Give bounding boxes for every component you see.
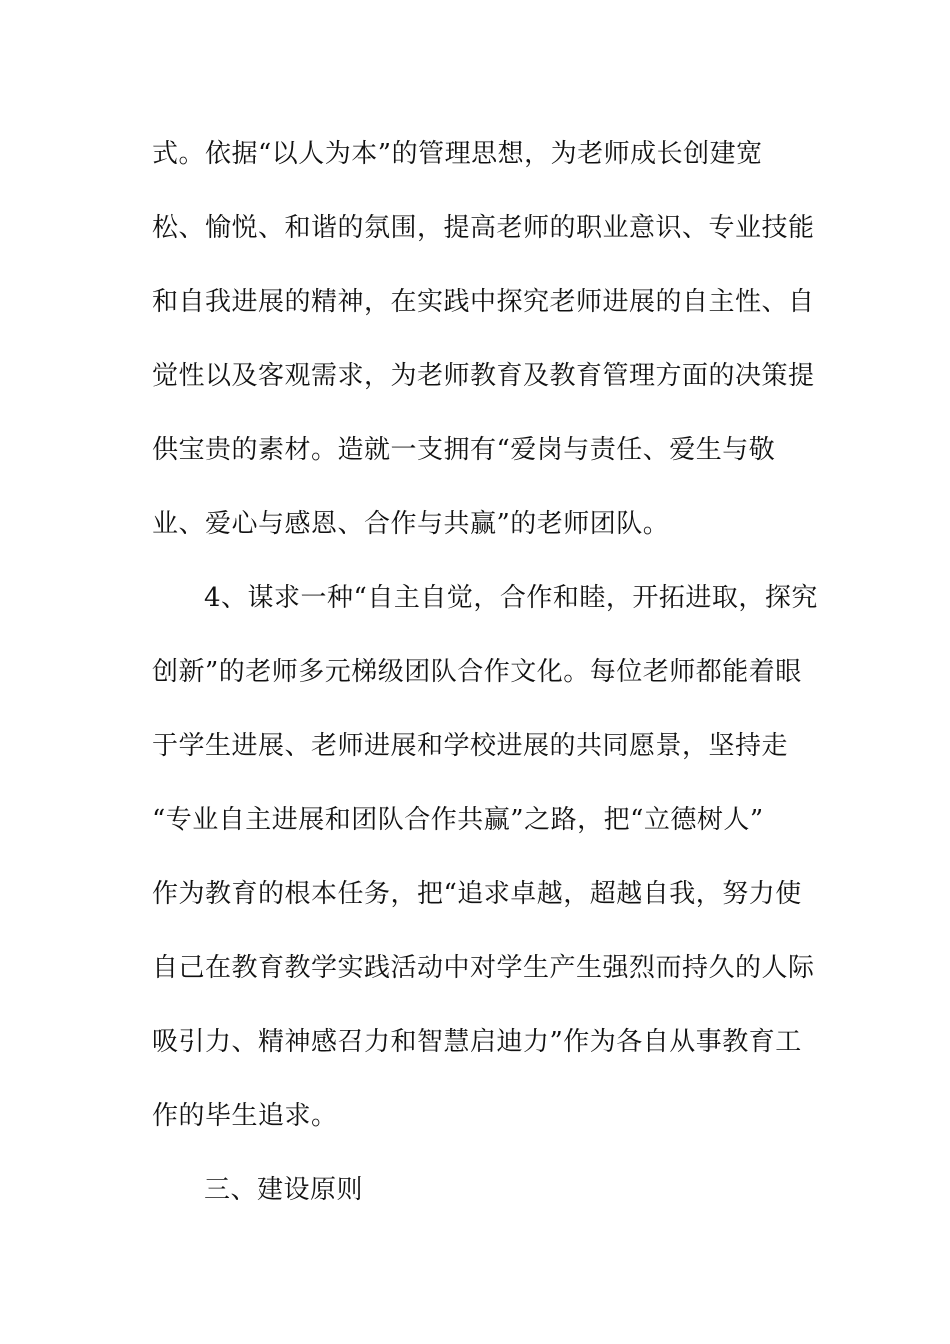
text-line: 作为教育的根本任务，把“追求卓越，超越自我，努力使	[152, 879, 802, 909]
paragraph-team-culture-continued	[152, 130, 815, 574]
text-line: 于学生进展、老师进展和学校进展的共同愿景，坚持走	[152, 731, 789, 761]
text-line: 松、愉悦、和谐的氛围，提高老师的职业意识、专业技能	[152, 213, 815, 243]
text-line: 作的毕生追求。	[152, 1101, 338, 1131]
section-heading-construction-principles	[152, 1166, 812, 1240]
document-body	[152, 130, 818, 1240]
text-line: 和自我进展的精神，在实践中探究老师进展的自主性、自	[152, 287, 815, 317]
text-line: 4、谋求一种“自主自觉，合作和睦，开拓进取，探究	[204, 583, 818, 613]
text-line: 觉性以及客观需求，为老师教育及教育管理方面的决策提	[152, 361, 815, 391]
text-line: 吸引力、精神感召力和智慧启迪力”作为各自从事教育工	[152, 1027, 802, 1057]
paragraph-item-4	[152, 574, 818, 1166]
text-line: 式。依据“以人为本”的管理思想，为老师成长创建宽	[152, 139, 763, 169]
text-line: 供宝贵的素材。造就一支拥有“爱岗与责任、爱生与敬	[152, 435, 776, 465]
text-line: “专业自主进展和团队合作共赢”之路，把“立德树人”	[152, 805, 764, 835]
section-heading: 三、建设原则	[204, 1175, 364, 1205]
text-line: 创新”的老师多元梯级团队合作文化。每位老师都能着眼	[152, 657, 802, 687]
text-line: 业、爱心与感恩、合作与共赢”的老师团队。	[152, 509, 670, 539]
text-line: 自己在教育教学实践活动中对学生产生强烈而持久的人际	[152, 953, 815, 983]
